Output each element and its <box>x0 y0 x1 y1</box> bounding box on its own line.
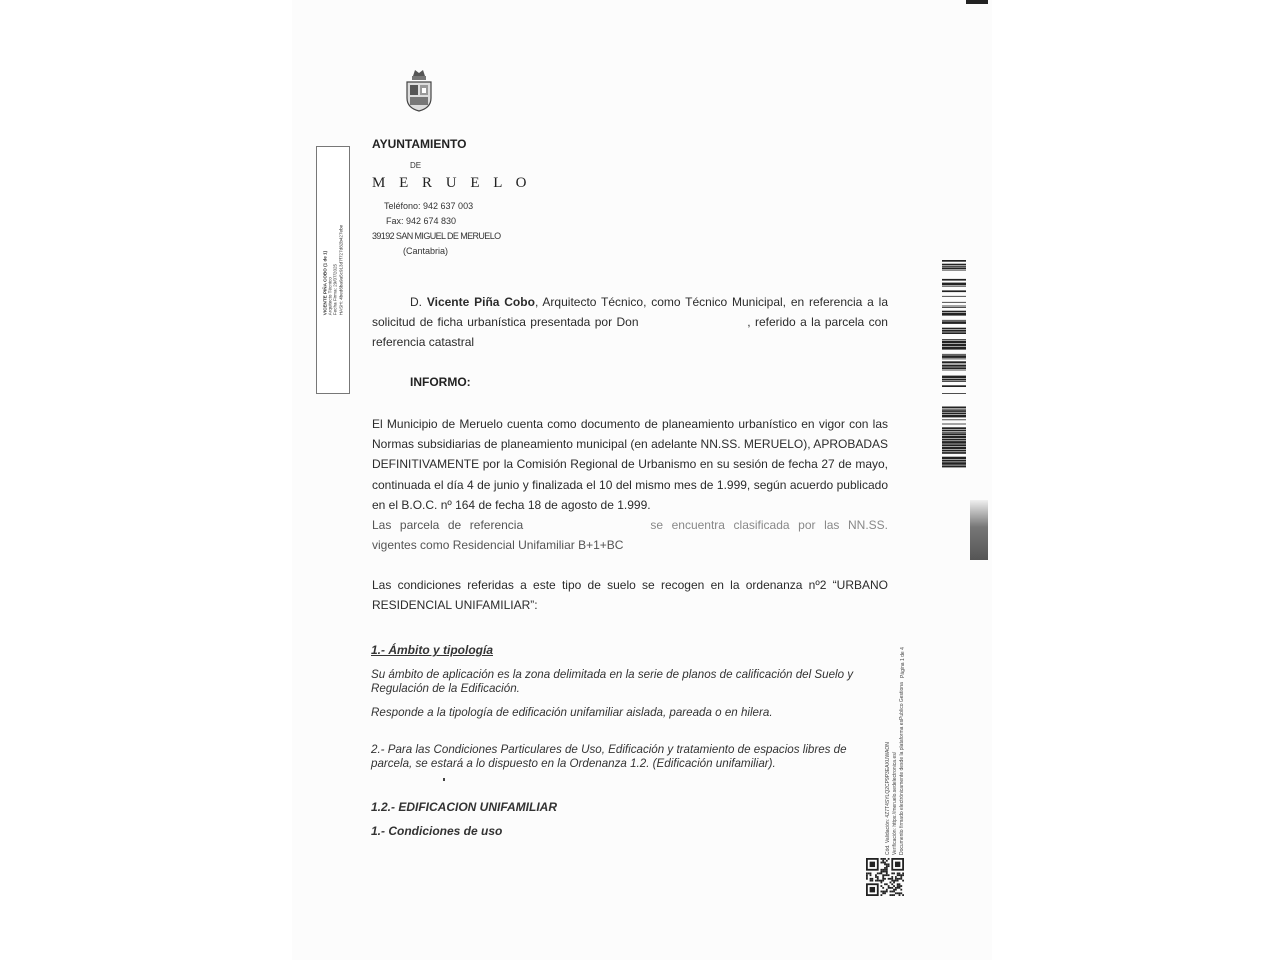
parcela-classification: se encuentra clasificada por las NN.SS. <box>650 518 889 533</box>
org-address: 39192 SAN MIGUEL DE MERUELO <box>372 231 501 241</box>
intro-role: , Arquitecto Técnico, como Técnico Municipal, en referencia a la <box>534 295 889 309</box>
scan-speck <box>443 778 445 781</box>
planning-line-4: continuada el día 4 de junio y finalizada el 10 del mismo mes de 1.999, según acuerdo publicado <box>372 477 888 492</box>
municipal-crest-logo <box>403 68 435 112</box>
stamp-hash: HASH: 4bed6ba9a5c913d7f727d82b427ebe <box>338 224 344 316</box>
parcela-prefix: Las parcela de referencia <box>372 518 524 533</box>
signature-stamp <box>316 146 350 394</box>
planning-line-3: DEFINITIVAMENTE por la Comisión Regional de Urbanismo en su sesión de fecha 27 de mayo, <box>372 457 888 472</box>
barcode-icon <box>942 260 966 468</box>
org-title: AYUNTAMIENTO <box>372 137 467 151</box>
verification-platform: Documento firmado electrónicamente desde la plataforma esPublico Gestiona <box>899 682 905 855</box>
intro-request: solicitud de ficha urbanística presentada por Don <box>372 315 639 330</box>
ordinance-paragraph <box>372 575 888 615</box>
stamp-date: Fecha Firma: 29/07/2025 <box>333 263 338 316</box>
ordinance-line-1: Las condiciones referidas a este tipo de suelo se recogen en la ordenanza nº2 “URBANO <box>372 578 888 592</box>
planning-paragraph <box>372 414 888 555</box>
intro-prefix: D. <box>410 295 422 309</box>
section-edificacion-heading: 1.2.- EDIFICACION UNIFAMILIAR <box>371 800 558 814</box>
condiciones-paragraph: 2.- Para las Condiciones Particulares de Uso, Edificación y tratamiento de espacios libres de parcela, se estará a lo dispuesto en la Ordenanza 1.2. (Edificación unifamiliar). <box>371 743 847 770</box>
page-number: Página 1 de 4 <box>900 647 906 678</box>
org-name: M E R U E L O <box>372 175 532 191</box>
informo-heading: INFORMO: <box>410 375 471 389</box>
technician-name: Vicente Piña Cobo <box>426 295 535 309</box>
verification-text <box>885 682 906 855</box>
verification-url: Verificación: https://meruelo.sedelectronica.es/ <box>892 751 898 855</box>
intro-cadastral: referencia catastral <box>372 335 475 350</box>
ambito-paragraph: Su ámbito de aplicación es la zona delimitada en la serie de planos de calificación del Suelo y Regulación de la Edificación. <box>371 668 854 695</box>
qr-code-icon <box>866 858 904 896</box>
planning-line-1: El Municipio de Meruelo cuenta como documento de planeamiento urbanístico en vigor con las <box>372 417 888 431</box>
scan-corner-mark <box>966 0 988 4</box>
section-ambito-heading: 1.- Ámbito y tipología <box>371 643 493 657</box>
stamp-signer: VICENTE PIÑA COBO (1 de 1) <box>322 250 328 316</box>
intro-paragraph <box>372 292 888 353</box>
ordinance-line-2: RESIDENCIAL UNIFAMILIAR”: <box>372 598 538 613</box>
condiciones-uso-heading: 1.- Condiciones de uso <box>371 824 503 838</box>
tipologia-paragraph: Responde a la tipología de edificación unifamiliar aislada, pareada o en hilera. <box>371 706 773 719</box>
org-phone: Teléfono: 942 637 003 <box>384 201 474 211</box>
scan-edge-mark <box>970 500 988 560</box>
org-region: (Cantabria) <box>403 246 449 256</box>
intro-parcel-ref: , referido a la parcela con <box>747 315 888 330</box>
verification-code: Cód. Validación: 4Z7T4SYLQ2CP9P3EAXUWAON <box>885 742 891 855</box>
parcela-zoning: vigentes como Residencial Unifamiliar B+1+BC <box>372 538 624 553</box>
stamp-role: Arquitecto Técnico <box>327 277 333 316</box>
org-title-de: DE <box>410 161 422 170</box>
org-fax: Fax: 942 674 830 <box>386 216 457 226</box>
planning-line-5: en el B.O.C. nº 164 de fecha 18 de agosto de 1.999. <box>372 497 651 512</box>
planning-line-2: Normas subsidiarias de planeamiento municipal (en adelante NN.SS. MERUELO), APROBADAS <box>372 437 888 452</box>
